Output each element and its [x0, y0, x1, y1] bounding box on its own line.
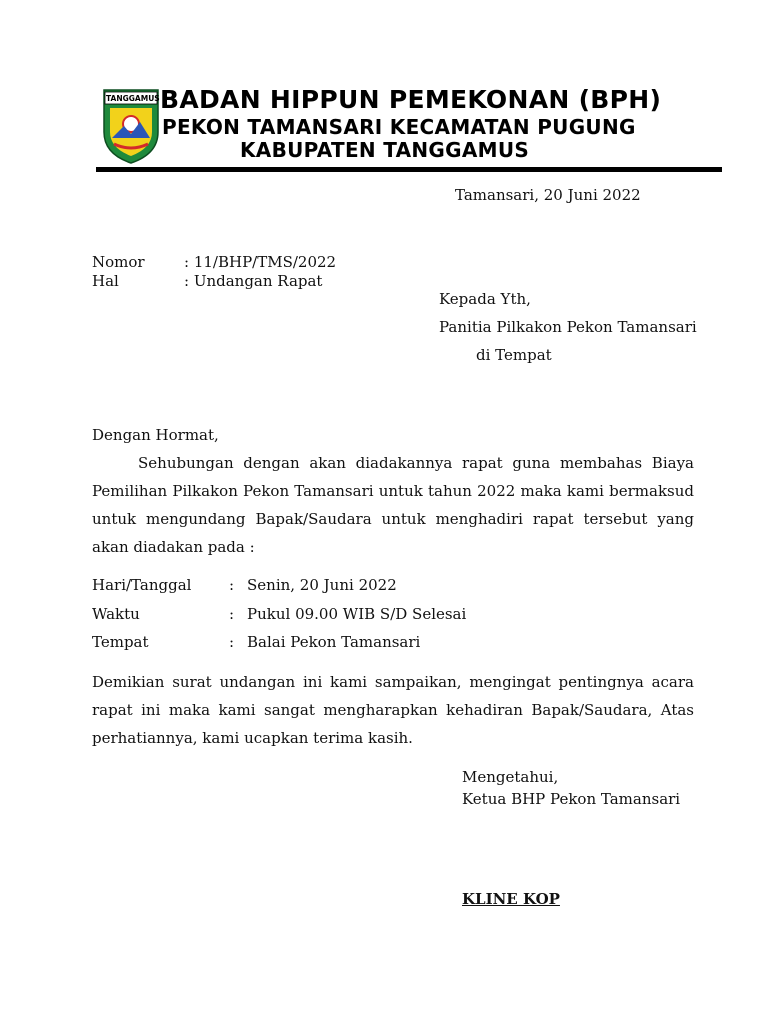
detail-value-place: Balai Pekon Tamansari	[247, 633, 421, 651]
detail-label-place: Tempat	[92, 633, 149, 651]
letter-date: Tamansari, 20 Juni 2022	[455, 186, 641, 204]
detail-value-day: Senin, 20 Juni 2022	[247, 576, 397, 594]
nomor-label: Nomor	[92, 253, 145, 271]
detail-label-time: Waktu	[92, 605, 140, 623]
greeting: Dengan Hormat,	[92, 426, 219, 444]
hal-label: Hal	[92, 272, 119, 290]
recipient-place: di Tempat	[476, 346, 552, 364]
letterhead-subtitle: PEKON TAMANSARI KECAMATAN PUGUNG	[162, 115, 636, 139]
closing-paragraph: Demikian surat undangan ini kami sampaikan, mengingat pentingnya acara rapat ini maka kami sangat mengharapkan kehadiran Bapak/Saudara, Atas perhatiannya, kami ucapkan terima kasih.	[92, 673, 694, 747]
signature-title: Ketua BHP Pekon Tamansari	[462, 790, 681, 808]
detail-label-day: Hari/Tanggal	[92, 576, 192, 594]
letterhead-regency: KABUPATEN TANGGAMUS	[240, 138, 530, 162]
logo-text: TANGGAMUS	[106, 94, 160, 103]
body-paragraph: Sehubungan dengan akan diadakannya rapat guna membahas Biaya Pemilihan Pilkakon Pekon Tamansari untuk tahun 2022 maka kami bermaksud untuk mengundang Bapak/Saudara untuk menghadiri rapat tersebut yang akan diadakan pada :	[92, 454, 694, 556]
hal-value: : Undangan Rapat	[184, 272, 323, 290]
detail-separator: :	[229, 633, 235, 651]
nomor-value: : 11/BHP/TMS/2022	[184, 253, 337, 271]
tanggamus-logo	[102, 88, 160, 164]
recipient-salutation: Kepada Yth,	[439, 290, 531, 308]
signature-acknowledged: Mengetahui,	[462, 768, 559, 786]
letterhead-divider	[96, 167, 722, 172]
detail-separator: :	[229, 576, 235, 594]
signature-name: KLINE KOP	[462, 890, 560, 908]
detail-separator: :	[229, 605, 235, 623]
detail-value-time: Pukul 09.00 WIB S/D Selesai	[247, 605, 467, 623]
letterhead-title: BADAN HIPPUN PEMEKONAN (BPH)	[160, 85, 662, 114]
recipient-name: Panitia Pilkakon Pekon Tamansari	[439, 318, 697, 336]
